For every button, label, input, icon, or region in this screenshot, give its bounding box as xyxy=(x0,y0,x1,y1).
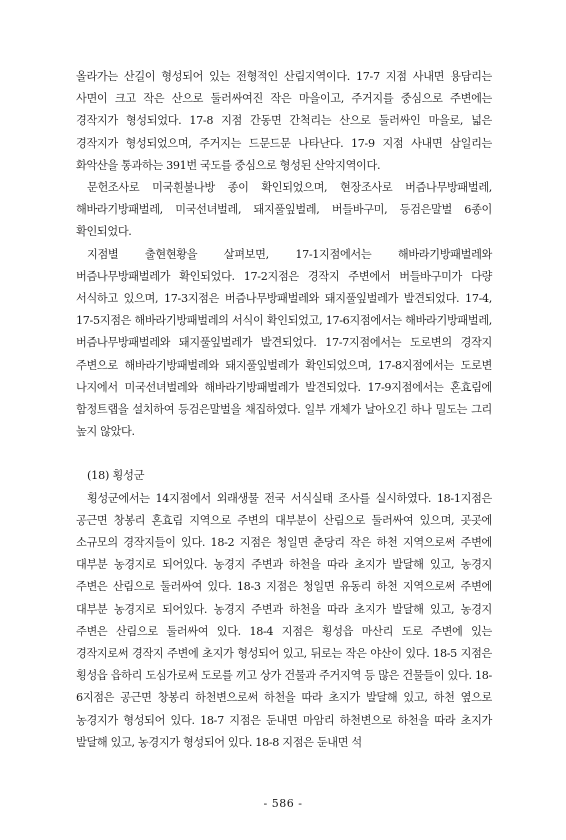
page-number: - 586 - xyxy=(263,797,303,810)
section-heading-hoengseong: (18) 횡성군 xyxy=(87,469,145,483)
page-body xyxy=(76,66,492,754)
paragraph-hoengseong-sites: 횡성군에서는 14지점에서 외래생물 전국 서식실태 조사를 실시하였다. 18-1지점은 공근면 창봉리 혼효림 지역으로 주변의 대부분이 산림으로 둘러싸여 있으며, 곳곳에 소규모의 경작지들이 있다. 18-2 지점은 청일면 춘당리 작은 하천 지역으로써 주변에 대부분 농경지로 되어있다. 농경지 주변과 하천을 따라 초지가 발달해 있고, 농경지 주변은 산림으로 둘러싸여 있다. 18-3 지점은 청일면 유동리 하천 지역으로써 주변에 대부분 농경지로 되어있다. 농경지 주변과 하천을 따라 초지가 발달해 있고, 농경지 주변은 산림으로 둘러싸여 있다. 18-4 지점은 횡성읍 마산리 도로 주변에 있는 경작지로써 경작지 주변에 초지가 형성되어 있고, 뒤로는 작은 야산이 있다. 18-5 지점은 횡성읍 읍하리 도심가로써 도로를 끼고 상가 건물과 주거지역 등 많은 건물들이 있다. 18-6지점은 공근면 창봉리 하천변으로써 하천을 따라 초지가 발달해 있고, 하천 옆으로 농경지가 형성되어 있다. 18-7 지점은 둔내면 마암리 하천변으로 하천을 따라 초지가 발달해 있고, 농경지가 형성되어 있다. 18-8 지점은 둔내면 석 xyxy=(76,491,492,749)
paragraph-site-occurrence: 지점별 출현현황을 살펴보면, 17-1지점에서는 해바라기방패벌레와 버즘나무방패벌레가 확인되었다. 17-2지점은 경작지 주변에서 버들바구미가 다량 서식하고 있으며, 17-3지점은 버즘나무방패벌레와 돼지풀잎벌레가 발견되었다. 17-4, 17-5지점은 해바라기방패벌레의 서식이 확인되었고, 17-6지점에서는 해바라기방패벌레, 버즘나무방패벌레와 돼지풀잎벌레가 발견되었다. 17-7지점에서는 도로변의 경작지 주변으로 해바라기방패벌레와 돼지풀잎벌레가 확인되었으며, 17-8지점에서는 도로변 나지에서 미국선녀벌레와 해바라기방패벌레가 발견되었다. 17-9지점에서는 혼효림에 함정트랩을 설치하여 등검은말벌을 채집하였다. 일부 개체가 날아오긴 하나 밀도는 그리 높지 않았다. xyxy=(76,247,492,439)
paragraph-literature-survey: 문헌조사로 미국흰불나방 종이 확인되었으며, 현장조사로 버즘나무방패벌레, 해바라기방패벌레, 미국선녀벌레, 돼지풀잎벌레, 버들바구미, 등검은말벌 6종이 확인되었다. xyxy=(76,181,492,239)
paragraph-location-description: 올라가는 산길이 형성되어 있는 전형적인 산림지역이다. 17-7 지점 사내면 용담리는 사면이 크고 작은 산으로 둘러싸여진 작은 마을이고, 주거지를 중심으로 주변에는 경작지가 형성되었다. 17-8 지점 간동면 간척리는 산으로 둘러싸인 마을로, 넓은 경작지가 형성되었으며, 주거지는 드문드문 나타난다. 17-9 지점 사내면 삼일리는 화악산을 통과하는 391번 국도를 중심으로 형성된 산악지역이다. xyxy=(76,70,492,172)
